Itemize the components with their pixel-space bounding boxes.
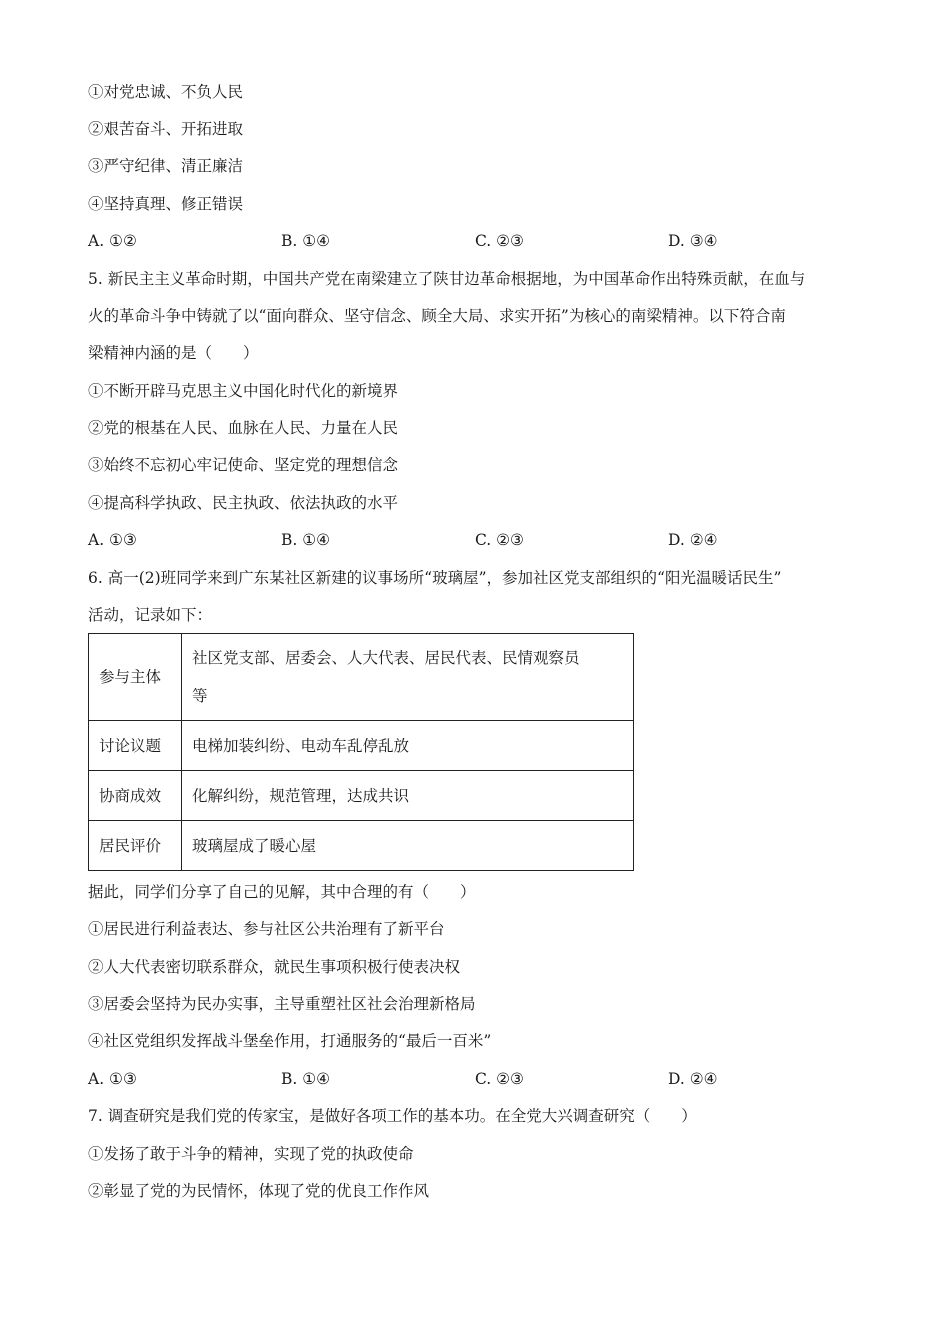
q4-item-3: ③严守纪律、清正廉洁 — [88, 157, 244, 175]
table-row — [89, 721, 634, 771]
q7-item-2: ②彰显了党的为民情怀，体现了党的优良工作作风 — [88, 1182, 430, 1200]
q6-item-2: ②人大代表密切联系群众，就民生事项积极行使表决权 — [88, 958, 461, 976]
q4-option-d: D. ③④ — [668, 232, 718, 250]
table-key-cell: 讨论议题 — [89, 721, 182, 771]
q5-item-4: ④提高科学执政、民主执政、依法执政的水平 — [88, 494, 399, 512]
table-value-cell: 玻璃屋成了暖心屋 — [182, 821, 634, 871]
q5-option-d: D. ②④ — [668, 531, 718, 549]
q5-option-a: A. ①③ — [88, 531, 137, 549]
table-key-cell: 协商成效 — [89, 771, 182, 821]
table-value-line-1: 社区党支部、居委会、人大代表、居民代表、民情观察员 — [192, 649, 580, 667]
q6-item-1: ①居民进行利益表达、参与社区公共治理有了新平台 — [88, 920, 445, 938]
q4-option-b: B. ①④ — [281, 232, 331, 250]
q7-stem: 7. 调查研究是我们党的传家宝，是做好各项工作的基本功。在全党大兴调查研究（ ） — [88, 1107, 697, 1125]
q4-item-2: ②艰苦奋斗、开拓进取 — [88, 120, 244, 138]
q4-option-c: C. ②③ — [475, 232, 524, 250]
q5-option-b: B. ①④ — [281, 531, 331, 549]
q5-item-1: ①不断开辟马克思主义中国化时代化的新境界 — [88, 382, 399, 400]
q6-stem-line-1: 6. 高一(2)班同学来到广东某社区新建的议事场所“玻璃屋”，参加社区党支部组织的“阳光温暖话民生” — [88, 569, 782, 587]
q7-item-1: ①发扬了敢于斗争的精神，实现了党的执政使命 — [88, 1145, 414, 1163]
table-value-cell: 电梯加装纠纷、电动车乱停乱放 — [182, 721, 634, 771]
q6-option-c: C. ②③ — [475, 1070, 524, 1088]
q6-option-d: D. ②④ — [668, 1070, 718, 1088]
table-key-cell: 居民评价 — [89, 821, 182, 871]
table-value-cell — [182, 634, 634, 721]
q5-stem-line-1: 5. 新民主主义革命时期，中国共产党在南梁建立了陕甘边革命根据地，为中国革命作出特殊贡献，在血与 — [88, 270, 806, 288]
q5-stem-line-3: 梁精神内涵的是（ ） — [88, 344, 259, 362]
q4-item-1: ①对党忠诚、不负人民 — [88, 83, 244, 101]
table-row — [89, 634, 634, 721]
q4-item-4: ④坚持真理、修正错误 — [88, 195, 244, 213]
q5-item-2: ②党的根基在人民、血脉在人民、力量在人民 — [88, 419, 399, 437]
q4-option-a: A. ①② — [88, 232, 137, 250]
q6-option-b: B. ①④ — [281, 1070, 331, 1088]
q5-item-3: ③始终不忘初心牢记使命、坚定党的理想信念 — [88, 456, 399, 474]
table-row — [89, 771, 634, 821]
q6-after-text: 据此，同学们分享了自己的见解，其中合理的有（ ） — [88, 883, 476, 901]
q6-record-table — [88, 633, 634, 871]
table-row — [89, 821, 634, 871]
q5-option-c: C. ②③ — [475, 531, 524, 549]
q6-stem-line-2: 活动，记录如下： — [88, 606, 213, 624]
q5-stem-line-2: 火的革命斗争中铸就了以“面向群众、坚守信念、顾全大局、求实开拓”为核心的南梁精神。以下符合南 — [88, 307, 786, 325]
q6-option-a: A. ①③ — [88, 1070, 137, 1088]
table-value-cell: 化解纠纷，规范管理，达成共识 — [182, 771, 634, 821]
table-key-cell: 参与主体 — [89, 634, 182, 721]
q6-item-4: ④社区党组织发挥战斗堡垒作用，打通服务的“最后一百米” — [88, 1032, 492, 1050]
table-value-line-2: 等 — [192, 687, 208, 705]
q6-item-3: ③居委会坚持为民办实事，主导重塑社区社会治理新格局 — [88, 995, 476, 1013]
